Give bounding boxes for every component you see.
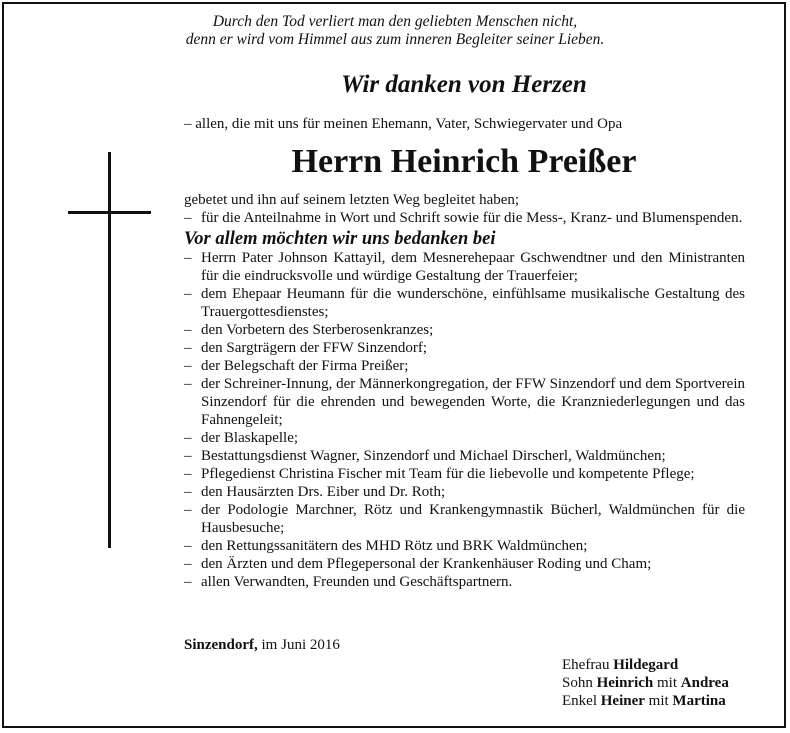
dash-glyph: – [184,448,192,464]
list-item: – der Podologie Marchner, Rötz und Krankengymnastik Bücherl, Waldmünchen für die Hausbesuche; [184,502,745,536]
motto-line-1: Durch den Tod verliert man den geliebten Menschen nicht, [212,13,578,30]
cross-icon-horizontal [68,211,151,214]
motto-line-2: denn er wird vom Himmel aus zum inneren Begleiter seiner Lieben. [185,31,605,48]
dash-glyph: – [184,286,192,302]
signature-line: Sohn Heinrich mit Andrea [562,675,729,691]
dash-glyph: – [184,574,192,590]
list-item: – dem Ehepaar Heumann für die wunderschöne, einfühlsame musikalische Gestaltung des Trauergottesdienstes; [184,286,745,320]
list-item: – Herrn Pater Johnson Kattayil, dem Mesnerehepaar Gschwendtner und den Ministranten für die eindrucksvolle und würdige Gestaltung der Trauerfeier; [184,250,745,284]
dash-glyph: – [184,250,192,266]
signatures [562,656,729,710]
dash-glyph: – [184,358,192,374]
intro-text [184,115,745,133]
dash-glyph: – [184,484,192,500]
deceased-name: Herrn Heinrich Preißer [291,143,637,180]
notice-title: Wir danken von Herzen [341,71,587,98]
dash-glyph: – [184,210,192,226]
motto-quote [0,13,790,49]
dash-glyph: – [184,556,192,572]
signature-line: Ehefrau Hildegard [562,657,679,673]
dash-glyph: – [184,376,192,392]
place-date-line [184,636,340,654]
list-item: – der Blaskapelle; [184,430,299,446]
dash-glyph: – [184,322,192,338]
signature-line: Enkel Heiner mit Martina [562,693,726,709]
list-item: – allen Verwandten, Freunden und Geschäftspartnern. [184,574,513,590]
list-item: – für die Anteilnahme in Wort und Schrift sowie für die Mess-, Kranz- und Blumenspenden. [184,210,743,226]
list-item: – den Sargträgern der FFW Sinzendorf; [184,340,428,356]
after-name-line: gebetet und ihn auf seinem letzten Weg begleitet haben; [184,192,520,208]
intro-line: – allen, die mit uns für meinen Ehemann, Vater, Schwiegervater und Opa [184,116,623,132]
list-item: – Bestattungsdienst Wagner, Sinzendorf und Michael Dirscherl, Waldmünchen; [184,448,666,464]
list-item: – den Ärzten und dem Pflegepersonal der Krankenhäuser Roding und Cham; [184,556,652,572]
dash-glyph: – [184,430,192,446]
list-item: – Pflegedienst Christina Fischer mit Team für die liebevolle und kompetente Pflege; [184,466,695,482]
date: im Juni 2016 [261,637,340,653]
dash-glyph: – [184,340,192,356]
list-item: – den Vorbetern des Sterberosenkranzes; [184,322,434,338]
list-item: – der Belegschaft der Firma Preißer; [184,358,409,374]
thanks-subheading: Vor allem möchten wir uns bedanken bei [184,229,496,249]
dash-glyph: – [184,538,192,554]
place: Sinzendorf, [184,637,258,653]
thanks-body [184,191,745,591]
list-item: – den Hausärzten Drs. Eiber und Dr. Roth; [184,484,446,500]
list-item: – den Rettungssanitätern des MHD Rötz und BRK Waldmünchen; [184,538,588,554]
dash-glyph: – [184,466,192,482]
list-item: – der Schreiner-Innung, der Männerkongregation, der FFW Sinzendorf und dem Sportverein Sinzendorf für die ehrenden und bewegenden Worte, die Kranzniederlegungen und das Fahnengeleit; [184,376,745,428]
dash-glyph: – [184,502,192,518]
